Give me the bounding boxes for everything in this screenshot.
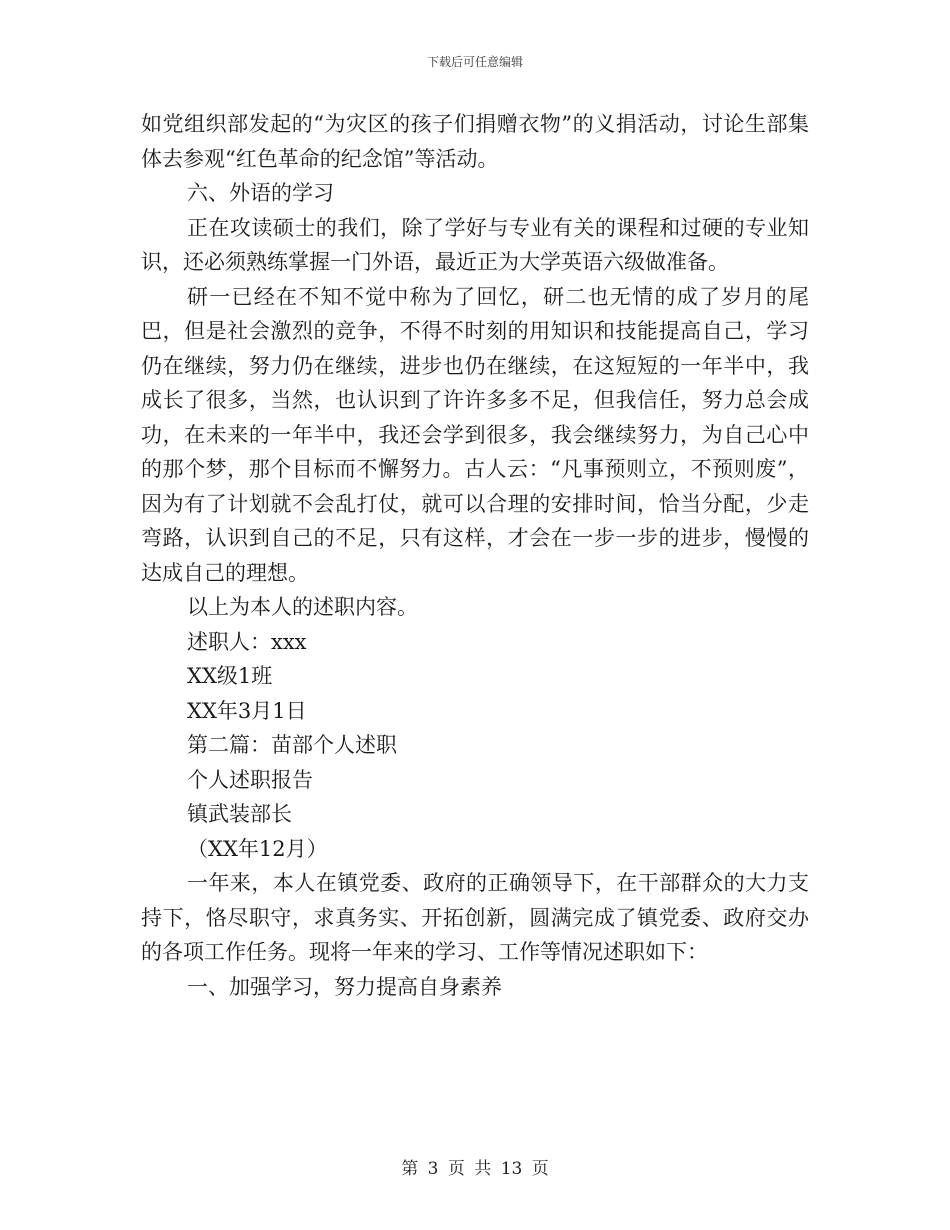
paragraph: 一年来，本人在镇党委、政府的正确领导下，在干部群众的大力支持下，恪尽职守，求真务实、开拓创新，圆满完成了镇党委、政府交办的各项工作任务。现将一年来的学习、工作等情况述职如下： bbox=[141, 871, 809, 964]
chapter-title: 第二篇：苗部个人述职 bbox=[187, 733, 397, 757]
reporter-class: XX级1班 bbox=[187, 664, 273, 688]
page-header: 下载后可任意编辑 bbox=[426, 55, 523, 69]
section-heading-foreign-language: 六、外语的学习 bbox=[187, 181, 334, 205]
report-period: （XX年12月） bbox=[187, 836, 328, 861]
paragraph: 正在攻读硕士的我们，除了学好与专业有关的课程和过硬的专业知识，还必须熟练掌握一门外语，最近正为大学英语六级做准备。 bbox=[141, 215, 809, 274]
closing-statement: 以上为本人的述职内容。 bbox=[187, 595, 418, 619]
reporter-name: 述职人：xxx bbox=[187, 629, 307, 654]
document-body bbox=[141, 107, 809, 1004]
reporter-position: 镇武装部长 bbox=[187, 802, 292, 826]
report-date: XX年3月1日 bbox=[187, 698, 307, 723]
paragraph: 研一已经在不知不觉中称为了回忆，研二也无情的成了岁月的尾巴，但是社会激烈的竞争，不得不时刻的用知识和技能提高自己，学习仍在继续，努力仍在继续，进步也仍在继续，在这短短的一年半中，我成长了很多，当然，也认识到了许许多多不足，但我信任，努力总会成功，在未来的一年半中，我还会学到很多，我会继续努力，为自己心中的那个梦，那个目标而不懈努力。古人云：“凡事预则立，不预则废”，因为有了计划就不会乱打仗，就可以合理的安排时间，恰当分配，少走弯路，认识到自己的不足，只有这样，才会在一步一步的进步，慢慢的达成自己的理想。 bbox=[141, 284, 809, 585]
section-heading-study: 一、加强学习，努力提高自身素养 bbox=[187, 974, 502, 999]
report-title: 个人述职报告 bbox=[187, 767, 313, 792]
page-number-footer: 第 3 页 共 13 页 bbox=[401, 1159, 549, 1179]
paragraph: 如党组织部发起的“为灾区的孩子们捐赠衣物”的义捐活动，讨论生部集体去参观“红色革命的纪念馆”等活动。 bbox=[141, 112, 809, 171]
